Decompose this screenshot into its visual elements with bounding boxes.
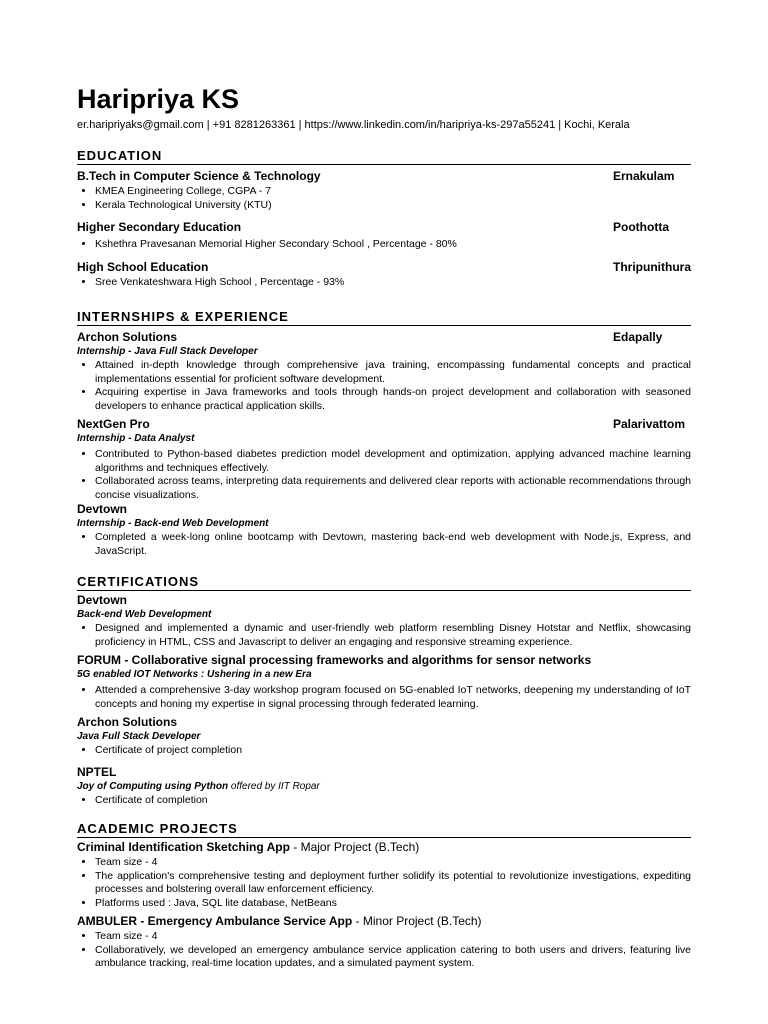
entry-title: AMBULER - Emergency Ambulance Service App bbox=[77, 914, 353, 928]
certifications-section bbox=[77, 574, 691, 807]
entry-title: Criminal Identification Sketching App bbox=[77, 840, 290, 854]
bullet: • Collaboratively, we developed an emergency ambulance service application catering to both users and drivers, featuring live ambulance tracking, real-time location updates, and a simulated payment system. bbox=[95, 944, 691, 971]
entry-title: Archon Solutions bbox=[77, 715, 177, 729]
bullet: • Attained in-depth knowledge through comprehensive java training, encompassing fundamental concepts and practical implementations essential for proficient software development. bbox=[95, 359, 691, 386]
entry-role: 5G enabled IOT Networks : Ushering in a new Era bbox=[77, 669, 312, 680]
entry-title: NPTEL bbox=[77, 764, 117, 779]
entry-type: - Major Project (B.Tech) bbox=[289, 840, 420, 854]
projects-section bbox=[77, 821, 691, 971]
bullet: • Platforms used : Java, SQL lite database, NetBeans bbox=[95, 897, 691, 911]
section-heading: CERTIFICATIONS bbox=[77, 574, 691, 591]
education-section bbox=[77, 148, 691, 289]
entry-title: Higher Secondary Education bbox=[77, 220, 242, 234]
contact-line: er.haripriyaks@gmail.com | +91 8281263361 | https://www.linkedin.com/in/haripriya-ks-297a55241 | Kochi, Kerala bbox=[77, 119, 630, 131]
candidate-name: Haripriya KS bbox=[77, 84, 240, 114]
bullet: • Sree Venkateshwara High School , Percentage - 93% bbox=[95, 276, 691, 290]
entry-location: Poothotta bbox=[613, 220, 669, 234]
entry-location: Ernakulam bbox=[613, 169, 675, 183]
certification-entry bbox=[77, 715, 691, 758]
entry-location: Palarivattom bbox=[613, 417, 686, 431]
entry-location: Thripunithura bbox=[613, 259, 691, 274]
entry-title-wrap bbox=[77, 914, 482, 929]
certification-entry bbox=[77, 765, 691, 808]
entry-role: Java Full Stack Developer bbox=[77, 731, 201, 742]
education-entry bbox=[77, 220, 691, 252]
course-provider: offered by IIT Ropar bbox=[228, 780, 320, 792]
education-entry bbox=[77, 169, 691, 212]
section-heading: ACADEMIC PROJECTS bbox=[77, 821, 691, 838]
bullet: • The application's comprehensive testing and deployment further solidify its potential to revolutionize investigations, expediting processes and bolstering overall law enforcement efficiency. bbox=[95, 870, 691, 897]
entry-title: High School Education bbox=[77, 259, 209, 274]
bullet: • Completed a week-long online bootcamp with Devtown, mastering back-end web development with Node.js, Express, and JavaScript. bbox=[95, 531, 691, 558]
entry-title: Devtown bbox=[77, 593, 128, 607]
entry-type: - Minor Project (B.Tech) bbox=[352, 914, 482, 928]
bullet: • Contributed to Python-based diabetes prediction model development and optimization, applying advanced machine learning algorithms and techniques effectively. bbox=[95, 448, 691, 475]
experience-entry bbox=[77, 330, 691, 413]
bullet: • Certificate of project completion bbox=[95, 744, 691, 758]
entry-role: Back-end Web Development bbox=[77, 609, 212, 620]
entry-title-wrap bbox=[77, 840, 419, 855]
experience-entry bbox=[77, 417, 691, 502]
entry-title: B.Tech in Computer Science & Technology bbox=[77, 169, 321, 183]
project-entry bbox=[77, 840, 691, 910]
entry-title: Devtown bbox=[77, 502, 128, 516]
section-heading: EDUCATION bbox=[77, 148, 691, 165]
bullet: • Attended a comprehensive 3-day workshop program focused on 5G-enabled IoT networks, deepening my understanding of IoT concepts and honing my expertise in signal processing through federated learning. bbox=[95, 684, 691, 711]
entry-role: Internship - Back-end Web Development bbox=[77, 518, 269, 529]
entry-location: Edapally bbox=[613, 330, 663, 344]
certification-entry bbox=[77, 593, 691, 649]
bullet: • Designed and implemented a dynamic and user-friendly web platform resembling Disney Hotstar and Netflix, showcasing proficiency in HTML, CSS and Javascript to deliver an engaging and responsive streaming experience. bbox=[95, 622, 691, 649]
bullet: • Kerala Technological University (KTU) bbox=[95, 199, 691, 213]
bullet: • Kshethra Pravesanan Memorial Higher Secondary School , Percentage - 80% bbox=[95, 238, 691, 252]
project-entry bbox=[77, 914, 691, 971]
experience-section bbox=[77, 309, 691, 558]
bullet: • Team size - 4 bbox=[95, 856, 691, 870]
entry-role bbox=[77, 780, 691, 793]
bullet: • Acquiring expertise in Java frameworks and tools through hands-on project development and collaboration with seasoned developers to enhance practical application skills. bbox=[95, 386, 691, 413]
education-entry bbox=[77, 260, 691, 290]
entry-title: NextGen Pro bbox=[77, 417, 150, 431]
experience-entry bbox=[77, 502, 691, 558]
certification-entry bbox=[77, 653, 691, 711]
entry-role: Internship - Data Analyst bbox=[77, 433, 195, 444]
bullet: • Collaborated across teams, interpreting data requirements and delivered clear reports with actionable recommendations through concise visualizations. bbox=[95, 475, 691, 502]
bullet: • Team size - 4 bbox=[95, 930, 691, 944]
bullet: • Certificate of completion bbox=[95, 794, 691, 808]
course-name: Joy of Computing using Python bbox=[77, 780, 229, 792]
entry-title: FORUM - Collaborative signal processing frameworks and algorithms for sensor networks bbox=[77, 653, 592, 667]
entry-title: Archon Solutions bbox=[77, 330, 177, 344]
entry-role: Internship - Java Full Stack Developer bbox=[77, 346, 258, 357]
resume-page bbox=[77, 82, 691, 971]
section-heading: INTERNSHIPS & EXPERIENCE bbox=[77, 309, 691, 326]
bullet: • KMEA Engineering College, CGPA - 7 bbox=[95, 185, 691, 199]
